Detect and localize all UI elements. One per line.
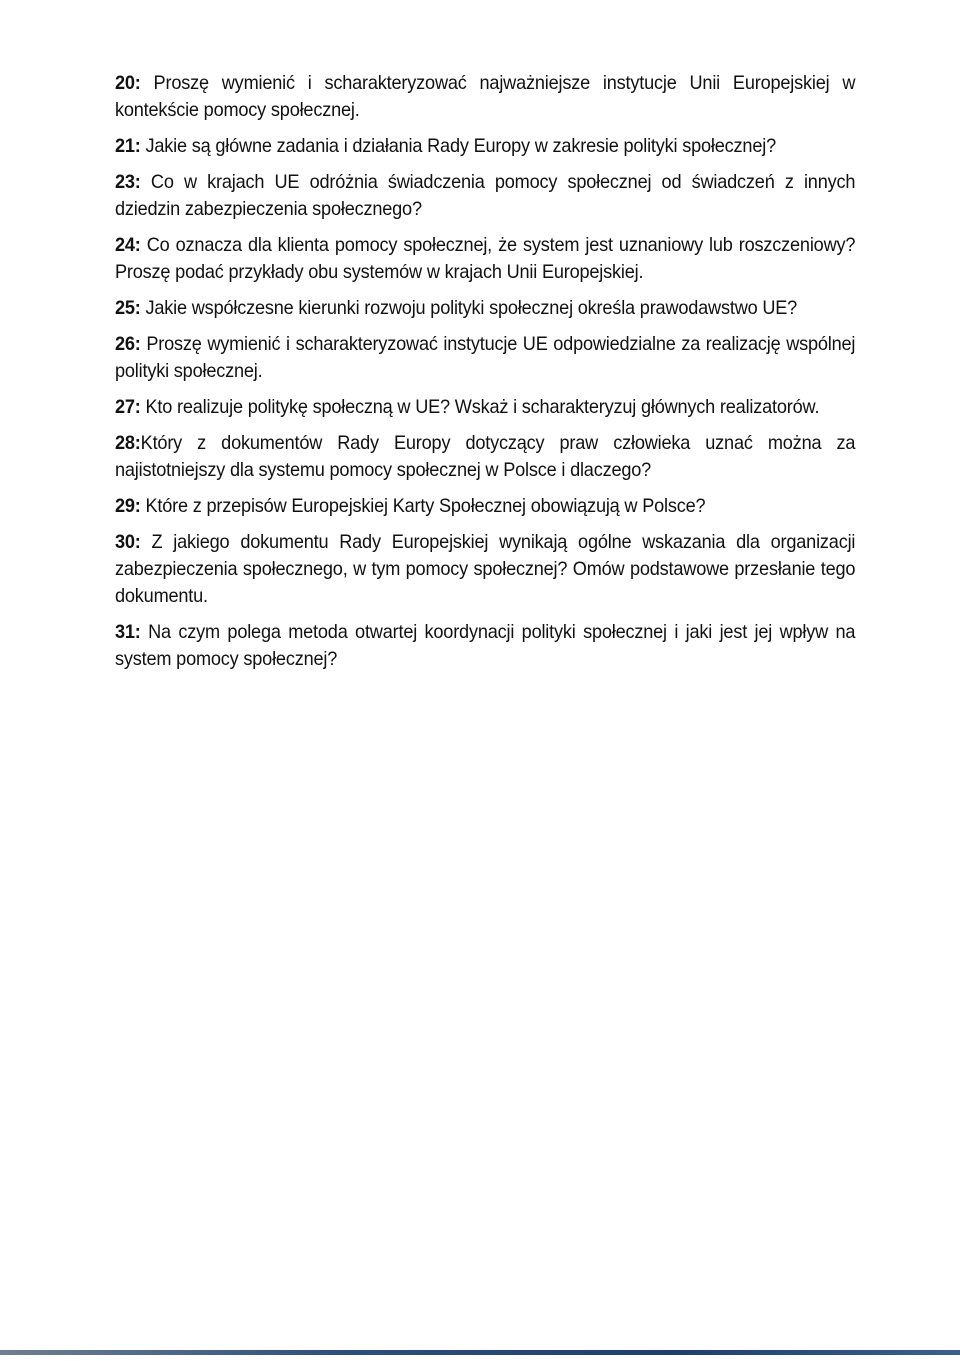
question-number: 26: (115, 333, 141, 355)
question-item (115, 232, 855, 286)
question-text: Proszę wymienić i scharakteryzować najważniejsze instytucje Unii Europejskiej w kontekście pomocy społecznej. (115, 72, 856, 121)
bottom-border-rule (0, 1350, 960, 1355)
question-item (115, 619, 855, 673)
question-number: 21: (115, 135, 141, 157)
question-number: 23: (115, 171, 141, 193)
question-text: Z jakiego dokumentu Rady Europejskiej wynikają ogólne wskazania dla organizacji zabezpieczenia społecznego, w tym pomocy społecznej? Omów podstawowe przesłanie tego dokumentu. (115, 531, 856, 607)
question-text: Co w krajach UE odróżnia świadczenia pomocy społecznej od świadczeń z innych dziedzin zabezpieczenia społecznego? (115, 171, 856, 220)
question-number: 25: (115, 297, 141, 319)
question-number: 29: (115, 495, 141, 517)
question-item (115, 529, 855, 610)
question-text: Na czym polega metoda otwartej koordynacji polityki społecznej i jaki jest jej wpływ na system pomocy społecznej? (115, 621, 856, 670)
question-text: Co oznacza dla klienta pomocy społecznej, że system jest uznaniowy lub roszczeniowy? Proszę podać przykłady obu systemów w krajach Unii Europejskiej. (115, 234, 856, 283)
question-text: Które z przepisów Europejskiej Karty Społecznej obowiązują w Polsce? (140, 495, 706, 517)
question-text: Jakie współczesne kierunki rozwoju polityki społecznej określa prawodawstwo UE? (140, 297, 798, 319)
question-item (115, 493, 855, 520)
question-number: 20: (115, 72, 141, 94)
question-number: 30: (115, 531, 141, 553)
question-item (115, 331, 855, 385)
question-item (115, 394, 855, 421)
question-item (115, 430, 855, 484)
question-number: 28: (115, 432, 141, 454)
question-number: 31: (115, 621, 141, 643)
question-item (115, 169, 855, 223)
question-number: 27: (115, 396, 141, 418)
question-item (115, 70, 855, 124)
question-item (115, 133, 855, 160)
question-number: 24: (115, 234, 141, 256)
question-item (115, 295, 855, 322)
question-list (115, 70, 855, 682)
question-text: Który z dokumentów Rady Europy dotyczący praw człowieka uznać można za najistotniejszy dla systemu pomocy społecznej w Polsce i dlaczego? (115, 432, 856, 481)
question-text: Kto realizuje politykę społeczną w UE? Wskaż i scharakteryzuj głównych realizatorów. (140, 396, 820, 418)
question-text: Proszę wymienić i scharakteryzować instytucje UE odpowiedzialne za realizację wspólnej polityki społecznej. (115, 333, 856, 382)
question-text: Jakie są główne zadania i działania Rady Europy w zakresie polityki społecznej? (140, 135, 776, 157)
